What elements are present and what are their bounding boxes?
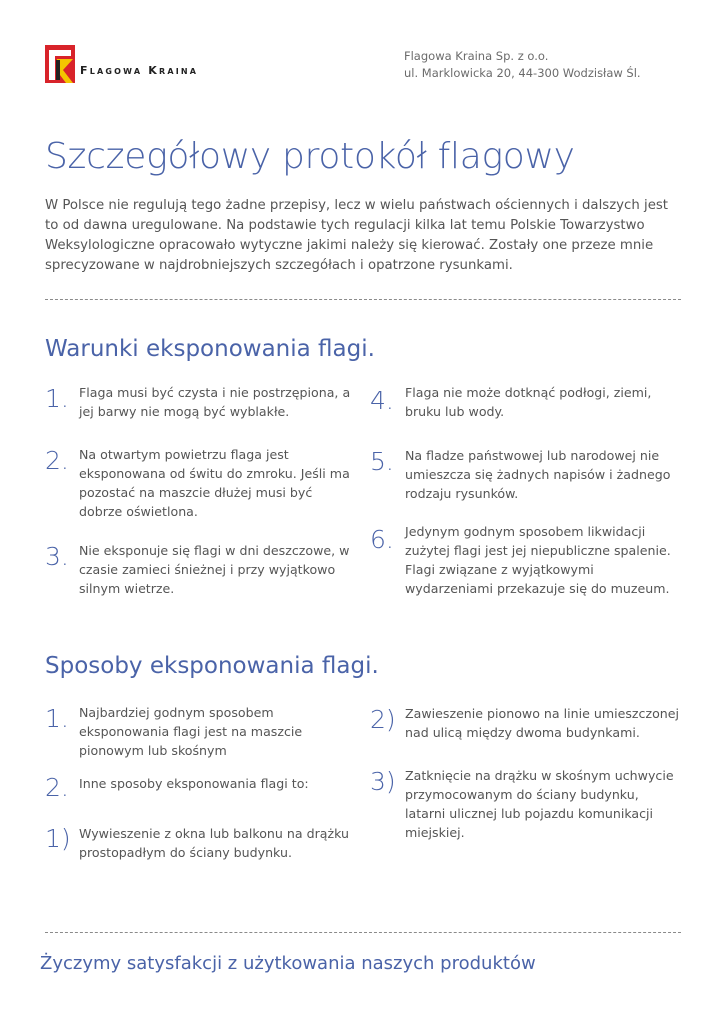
- method-item-text: Zawieszenie pionowo na linie umieszczonej nad ulicą między dwoma budynkami.: [405, 706, 680, 740]
- intro-paragraph: W Polsce nie regulują tego żadne przepisy, lecz w wielu państwach ościennych i dalszych jest to od dawna uregulowane. Na podstawie tych regulacji kilka lat temu Polskie Towarzystwo Weksylologiczne opracowało wytyczne jakimi należy się kierować. Zostały one przeze mnie sprecyzowane w najdrobniejszych szczegółach i opatrzone rysunkami.: [45, 198, 669, 273]
- method-item-text: Najbardziej godnym sposobem eksponowania flagi jest na maszcie pionowym lub skośnym: [79, 705, 303, 758]
- logo-text: Flagowa Kraina: [80, 64, 199, 77]
- company-address: ul. Marklowicka 20, 44-300 Wodzisław Śl.: [404, 66, 641, 80]
- item-number: 3): [370, 767, 396, 796]
- method-item-text: Zatknięcie na drążku w skośnym uchwycie przymocowanym do ściany budynku, latarni ulicznej lub pojazdu komunikacji miejskiej.: [405, 768, 674, 840]
- item-number: 1): [45, 824, 71, 853]
- flagowa-kraina-logo-icon: [45, 45, 75, 83]
- page-title: Szczegółowy protokół flagowy: [45, 136, 575, 177]
- divider: [45, 299, 681, 300]
- condition-item-text: Flaga musi być czysta i nie postrzępiona, a jej barwy nie mogą być wyblakłe.: [79, 385, 351, 419]
- method-item-text: Inne sposoby eksponowania flagi to:: [79, 776, 309, 791]
- condition-item-text: Nie eksponuje się flagi w dni deszczowe, w czasie zamieci śnieżnej i przy wyjątkowo silnym wietrze.: [79, 543, 350, 596]
- condition-item-text: Flaga nie może dotknąć podłogi, ziemi, bruku lub wody.: [405, 385, 652, 419]
- condition-item-text: Na otwartym powietrzu flaga jest eksponowana od świtu do zmroku. Jeśli ma pozostać na maszcie dłużej musi być dobrze oświetlona.: [79, 447, 350, 519]
- company-info: [404, 48, 641, 82]
- divider: [45, 932, 681, 933]
- method-item-text: Wywieszenie z okna lub balkonu na drążku prostopadłym do ściany budynku.: [79, 826, 349, 860]
- item-number: 4.: [370, 386, 394, 415]
- condition-item-text: Jedynym godnym sposobem likwidacji zużytej flagi jest jej niepubliczne spalenie. Flagi związane z wyjątkowymi wydarzeniami przekazuje się do muzeum.: [405, 524, 671, 596]
- footer-message: Życzymy satysfakcji z użytkowania naszych produktów: [40, 953, 536, 974]
- item-number: 2): [370, 705, 396, 734]
- item-number: 6.: [370, 525, 394, 554]
- item-number: 1.: [45, 704, 69, 733]
- section-heading-methods: Sposoby eksponowania flagi.: [45, 653, 379, 679]
- item-number: 1.: [45, 384, 69, 413]
- item-number: 5.: [370, 447, 394, 476]
- section-heading-conditions: Warunki eksponowania flagi.: [45, 336, 375, 362]
- item-number: 3.: [45, 542, 69, 571]
- item-number: 2.: [45, 773, 69, 802]
- condition-item-text: Na fladze państwowej lub narodowej nie umieszcza się żadnych napisów i żadnego rodzaju rysunków.: [405, 448, 671, 501]
- item-number: 2.: [45, 446, 69, 475]
- company-name: Flagowa Kraina Sp. z o.o.: [404, 49, 549, 63]
